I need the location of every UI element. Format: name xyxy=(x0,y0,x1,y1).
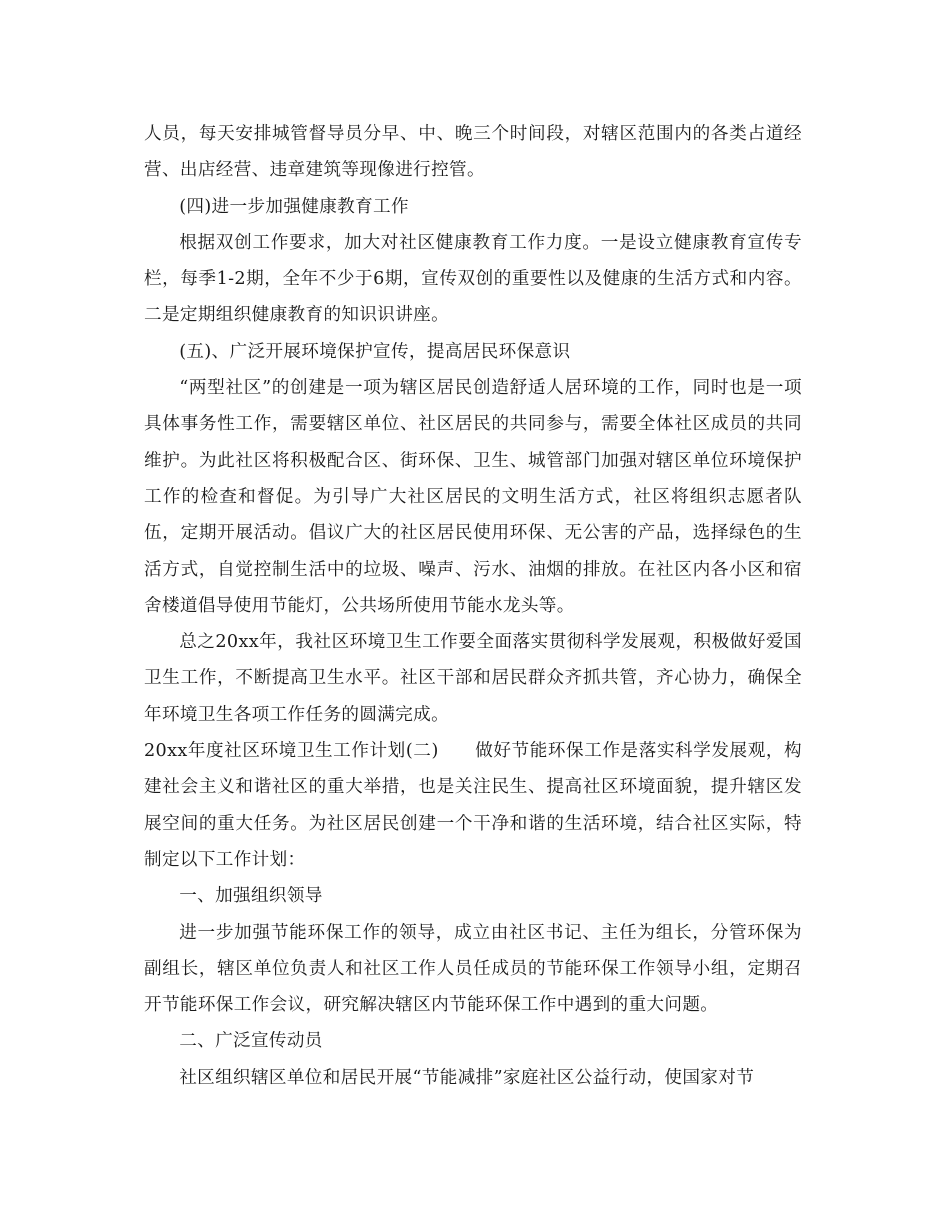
paragraph-plan-two-intro: 20xx年度社区环境卫生工作计划(二) 做好节能环保工作是落实科学发展观，构建社会主义和谐社区的重大举措，也是关注民生、提高社区环境面貌，提升辖区发展空间的重大任务。为社区居民创建一个干净和谐的生活环境，结合社区实际，特制定以下工作计划： xyxy=(144,741,802,870)
paragraph-environment-protection: “两型社区”的创建是一项为辖区居民创造舒适人居环境的工作，同时也是一项具体事务性工作，需要辖区单位、社区居民的共同参与，需要全体社区成员的共同维护。为此社区将积极配合区、街环保、卫生、城管部门加强对辖区单位环境保护工作的检查和督促。为引导广大社区居民的文明生活方式，社区将组织志愿者队伍，定期开展活动。倡议广大的社区居民使用环保、无公害的产品，选择绿色的生活方式，自觉控制生活中的垃圾、噪声、污水、油烟的排放。在社区内各小区和宿舍楼道倡导使用节能灯，公共场所使用节能水龙头等。 xyxy=(144,378,802,616)
paragraph-publicity: 社区组织辖区单位和居民开展“节能减排”家庭社区公益行动，使国家对节 xyxy=(179,1067,755,1088)
paragraph-health-education: 根据双创工作要求，加大对社区健康教育工作力度。一是设立健康教育宣传专栏，每季1-2期，全年不少于6期，宣传双创的重要性以及健康的生活方式和内容。二是定期组织健康教育的知识识讲座。 xyxy=(144,232,802,326)
section-heading-5: (五)、广泛开展环境保护宣传，提高居民环保意识 xyxy=(179,341,571,362)
section-heading-one: 一、加强组织领导 xyxy=(179,886,323,907)
section-heading-two: 二、广泛宣传动员 xyxy=(179,1031,323,1052)
paragraph-organization: 进一步加强节能环保工作的领导，成立由社区书记、主任为组长，分管环保为副组长，辖区单位负责人和社区工作人员任成员的节能环保工作领导小组，定期召开节能环保工作会议，研究解决辖区内节能环保工作中遇到的重大问题。 xyxy=(144,922,802,1016)
paragraph-summary: 总之20xx年，我社区环境卫生工作要全面落实贯彻科学发展观，积极做好爱国卫生工作，不断提高卫生水平。社区干部和居民群众齐抓共管，齐心协力，确保全年环境卫生各项工作任务的圆满完成。 xyxy=(144,632,802,725)
section-heading-4: (四)进一步加强健康教育工作 xyxy=(179,196,409,217)
paragraph-1: 人员，每天安排城管督导员分早、中、晚三个时间段，对辖区范围内的各类占道经营、出店经营、违章建筑等现像进行控管。 xyxy=(144,124,802,181)
